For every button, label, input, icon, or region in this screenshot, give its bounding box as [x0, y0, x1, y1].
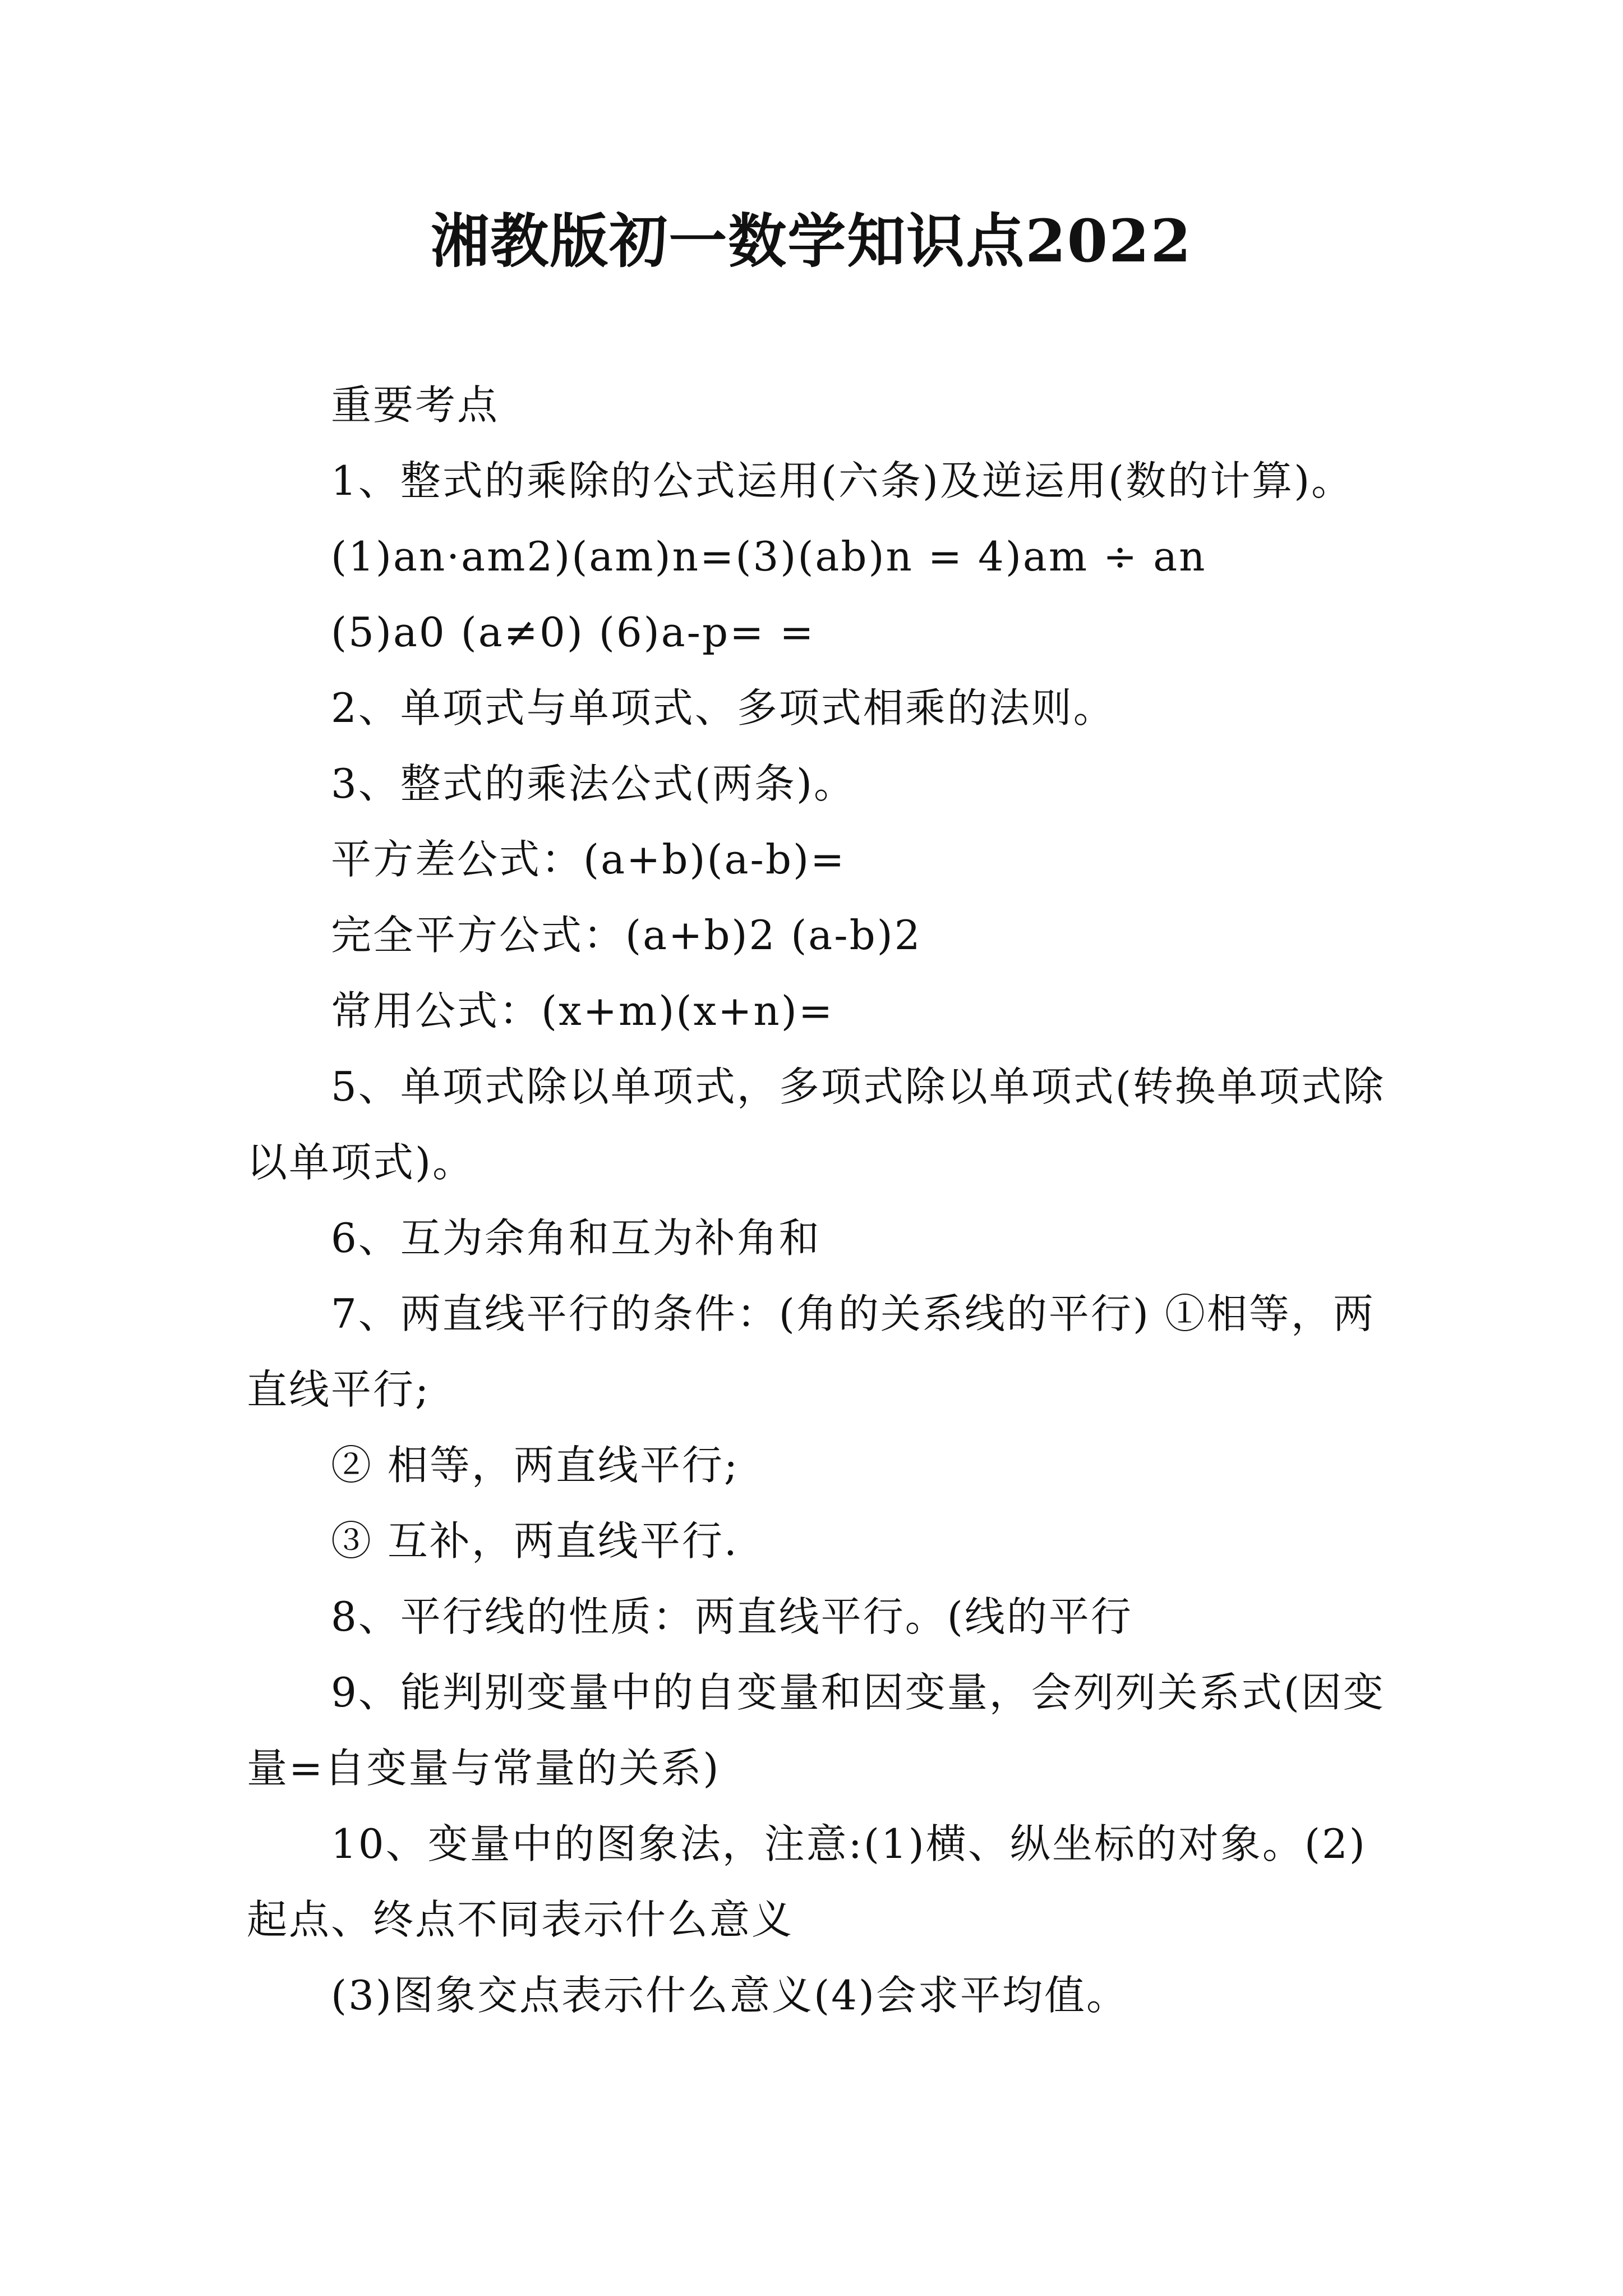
paragraph-6: 6、互为余角和互为补角和: [331, 1214, 821, 1262]
paragraph-7-item-2: ② 相等，两直线平行;: [331, 1442, 740, 1489]
paragraph-2: 2、单项式与单项式、多项式相乘的法则。: [331, 684, 1115, 731]
document-title: 湘教版初一数学知识点2022: [431, 206, 1192, 275]
paragraph-common-formula: 常用公式：(x+m)(x+n)=: [331, 987, 834, 1034]
paragraph-5: 5、单项式除以单项式，多项式除以单项式(转换单项式除以单项式)。: [247, 1063, 1385, 1186]
paragraph-difference-of-squares: 平方差公式：(a+b)(a-b)=: [331, 836, 846, 883]
paragraph-9: 9、能判别变量中的自变量和因变量，会列列关系式(因变量=自变量与常量的关系): [247, 1669, 1385, 1792]
paragraph-7-item-3: ③ 互补，两直线平行.: [331, 1517, 739, 1565]
paragraph-formulas-1: (1)an·am2)(am)n=(3)(ab)n = 4)am ÷ an: [331, 533, 1207, 580]
paragraph-1: 1、整式的乘除的公式运用(六条)及逆运用(数的计算)。: [331, 457, 1354, 504]
paragraph-key-points: 重要考点: [331, 381, 500, 429]
paragraph-10: 10、变量中的图象法，注意:(1)横、纵坐标的对象。(2)起点、终点不同表示什么意义: [247, 1820, 1367, 1943]
paragraph-10-continued: (3)图象交点表示什么意义(4)会求平均值。: [331, 1972, 1128, 2019]
paragraph-3: 3、整式的乘法公式(两条)。: [331, 760, 856, 807]
paragraph-perfect-square: 完全平方公式：(a+b)2 (a-b)2: [331, 912, 922, 959]
paragraph-7: 7、两直线平行的条件：(角的关系线的平行) ①相等，两直线平行;: [247, 1290, 1375, 1413]
document-body: [247, 367, 1385, 2033]
paragraph-formulas-2: (5)a0 (a≠0) (6)a-p= =: [331, 609, 815, 656]
paragraph-8: 8、平行线的性质：两直线平行。(线的平行: [331, 1593, 1133, 1640]
